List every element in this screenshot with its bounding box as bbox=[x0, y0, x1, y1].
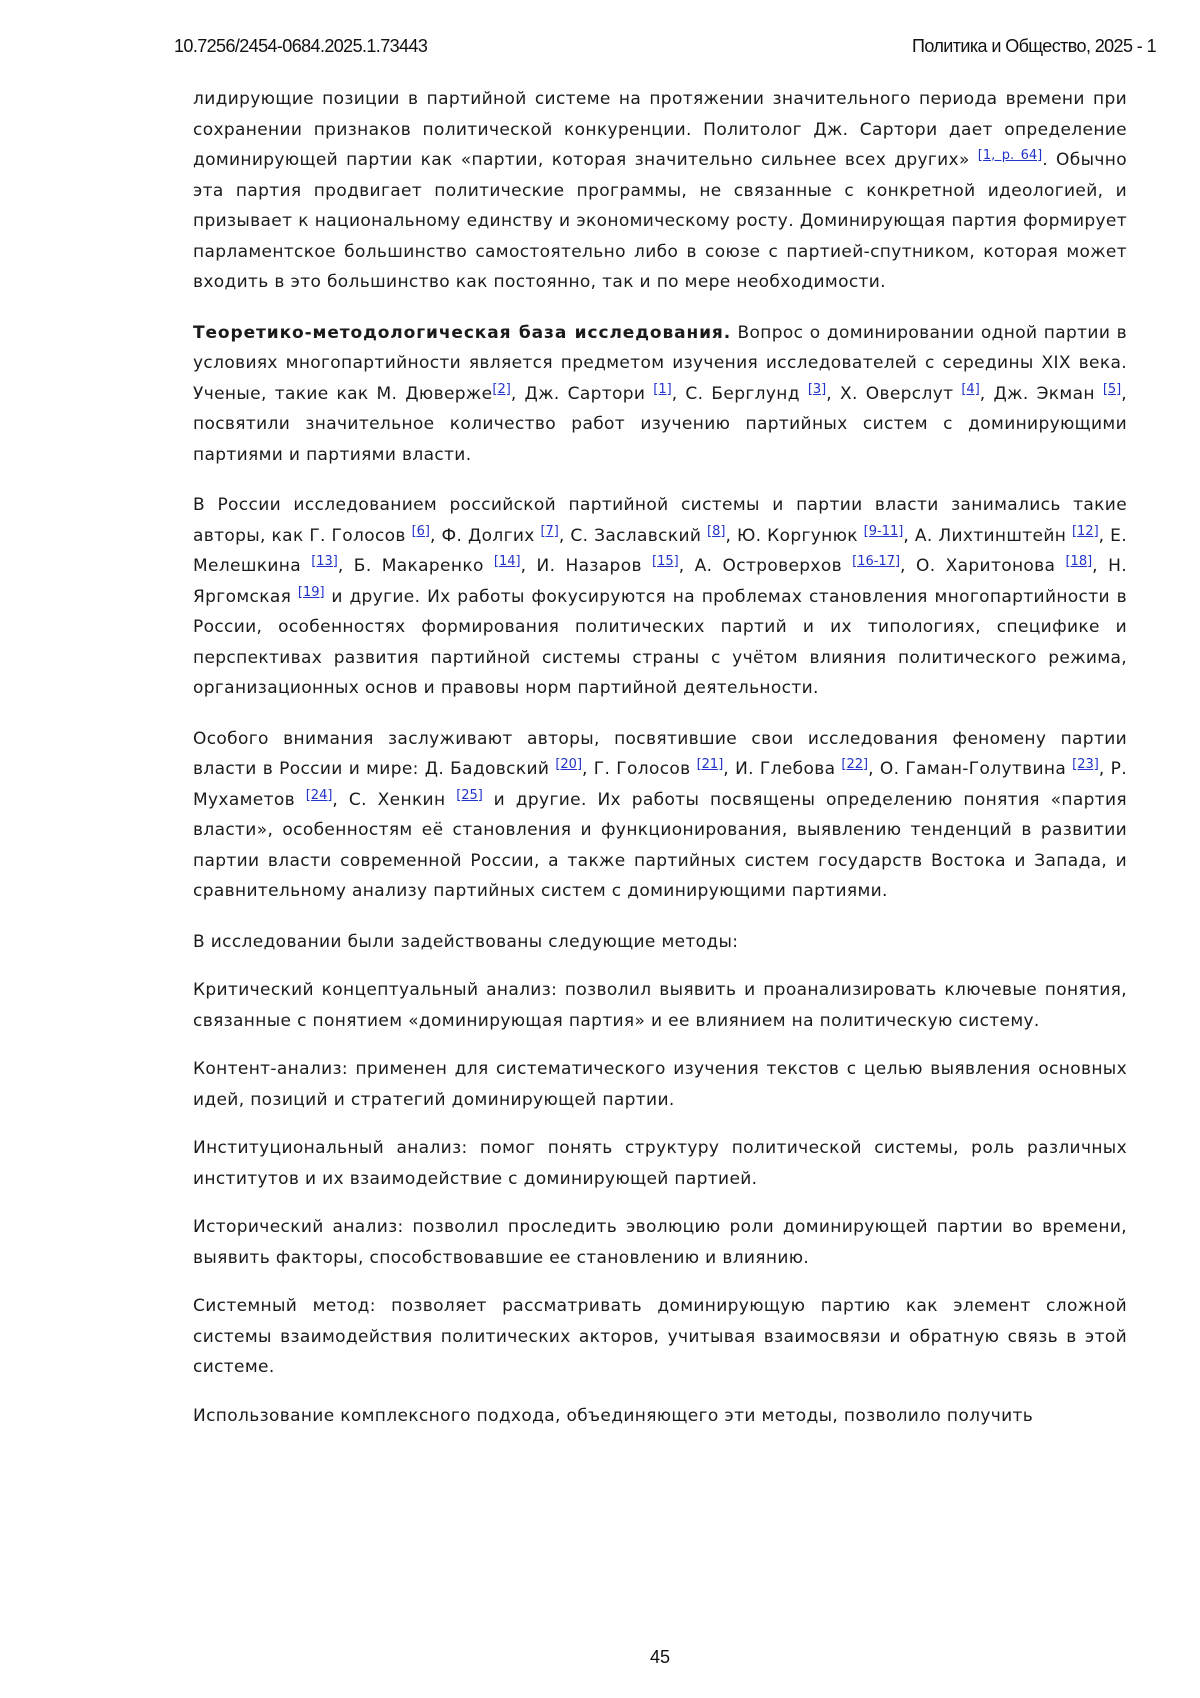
citation-link[interactable]: [23] bbox=[1072, 757, 1099, 772]
citation-link[interactable]: [25] bbox=[456, 787, 483, 803]
citation-link[interactable]: [14] bbox=[493, 554, 521, 569]
doi-header: 10.7256/2454-0684.2025.1.73443 bbox=[174, 36, 428, 56]
paragraph-complex-approach: Использование комплексного подхода, объединяющего эти методы, позволило получить bbox=[193, 1405, 1034, 1426]
article-body bbox=[193, 84, 1127, 1449]
citation-link[interactable]: [4] bbox=[961, 381, 980, 397]
citation-link[interactable]: [1] bbox=[653, 381, 672, 397]
citation-link[interactable]: [7] bbox=[540, 523, 559, 539]
paragraph-method-conceptual: Критический концептуальный анализ: позволил выявить и проанализировать ключевые понятия, связанные с понятием «доминирующая партия» и ее влиянием на политическую систему. bbox=[193, 980, 1127, 1031]
paragraph-dominant-party-definition: лидирующие позиции в партийной системе на протяжении значительного периода времени при сохранении признаков политической конкуренции. Политолог Дж. Сартори дает определение доминирующей партии как «партии, которая значительно сильнее всех других» [1, p. 64]. Обычно эта партия продвигает политические программы, не связанные с конкретной идеологией, и призывает к национальному единству и экономическому росту. Доминирующая партия формирует парламентское большинство самостоятельно либо в союзе с партией-спутником, которая может входить в это большинство как постоянно, так и по мере необходимости. bbox=[193, 89, 1127, 292]
citation-link[interactable]: [1, p. 64] bbox=[977, 148, 1043, 163]
citation-link[interactable]: [20] bbox=[555, 757, 583, 772]
page-number: 45 bbox=[649, 1647, 671, 1667]
citation-link[interactable]: [3] bbox=[807, 381, 827, 397]
citation-link[interactable]: [19] bbox=[297, 584, 325, 600]
citation-link[interactable]: [8] bbox=[707, 523, 726, 539]
citation-link[interactable]: [21] bbox=[696, 757, 724, 772]
citation-link[interactable]: [12] bbox=[1071, 523, 1099, 539]
paragraph-methods-intro: В исследовании были задействованы следующие методы: bbox=[193, 931, 739, 952]
citation-link[interactable]: [18] bbox=[1065, 554, 1093, 569]
paragraph-method-content: Контент-анализ: применен для систематического изучения текстов с целью выявления основных идей, позиций и стратегий доминирующей партии. bbox=[193, 1059, 1127, 1110]
paragraph-method-historical: Исторический анализ: позволил проследить эволюцию роли доминирующей партии во времени, выявить факторы, способствовавшие ее становлению и влиянию. bbox=[193, 1217, 1127, 1268]
citation-link[interactable]: [16-17] bbox=[852, 554, 901, 569]
citation-link[interactable]: [13] bbox=[311, 554, 338, 569]
citation-link[interactable]: [15] bbox=[652, 554, 679, 569]
paragraph-method-systemic: Системный метод: позволяет рассматривать доминирующую партию как элемент сложной системы взаимодействия политических акторов, учитывая взаимосвязи и обратную связь в этой системе. bbox=[193, 1296, 1127, 1377]
paragraph-theoretical-base: Теоретико-методологическая база исследования. Вопрос о доминировании одной партии в условиях многопартийности является предметом изучения исследователей с середины XIX века. Ученые, такие как М. Дюверже[2], Дж. Сартори [1], С. Берглунд [3], Х. Оверслут [4], Дж. Экман [5], посвятили значительное количество работ изучению партийных систем с доминирующими партиями и партиями власти. bbox=[193, 322, 1128, 465]
citation-link[interactable]: [6] bbox=[411, 523, 430, 539]
citation-link[interactable]: [5] bbox=[1102, 381, 1122, 397]
paragraph-party-of-power-authors: Особого внимания заслуживают авторы, посвятившие свои исследования феномену партии власти в России и мире: Д. Бадовский [20], Г. Голосов [21], И. Глебова [22], О. Гаман-Голутвина [23], Р. Мухаметов [24], С. Хенкин [25] и другие. Их работы посвящены определению понятия «партия власти», особенностям её становления и функционирования, выявлению тенденций в развитии партии власти современной России, а также партийных систем государств Востока и Запада, и сравнительному анализу партийных систем с доминирующими партиями. bbox=[193, 728, 1127, 901]
citation-link[interactable]: [2] bbox=[492, 381, 511, 397]
journal-header: Политика и Общество, 2025 - 1 bbox=[912, 36, 1156, 56]
section-heading: Теоретико-методологическая база исследования. bbox=[193, 322, 732, 343]
citation-link[interactable]: [24] bbox=[305, 787, 333, 803]
paragraph-method-institutional: Институциональный анализ: помог понять структуру политической системы, роль различных институтов и их взаимодействие с доминирующей партией. bbox=[193, 1138, 1127, 1189]
citation-link[interactable]: [22] bbox=[841, 757, 869, 772]
citation-link[interactable]: [9-11] bbox=[863, 523, 904, 539]
paragraph-russian-researchers: В России исследованием российской партийной системы и партии власти занимались такие авторы, как Г. Голосов [6], Ф. Долгих [7], С. Заславский [8], Ю. Коргунюк [9-11], А. Лихтинштейн [12], Е. Мелешкина [13], Б. Макаренко [14], И. Назаров [15], А. Островерхов [16-17], О. Харитонова [18], Н. Яргомская [19] и другие. Их работы фокусируются на проблемах становления многопартийности в России, особенностях формирования политических партий и их типологиях, специфике и перспективах развития партийной системы страны с учётом влияния политического режима, организационных основ и правовы норм партийной деятельности. bbox=[193, 495, 1128, 698]
